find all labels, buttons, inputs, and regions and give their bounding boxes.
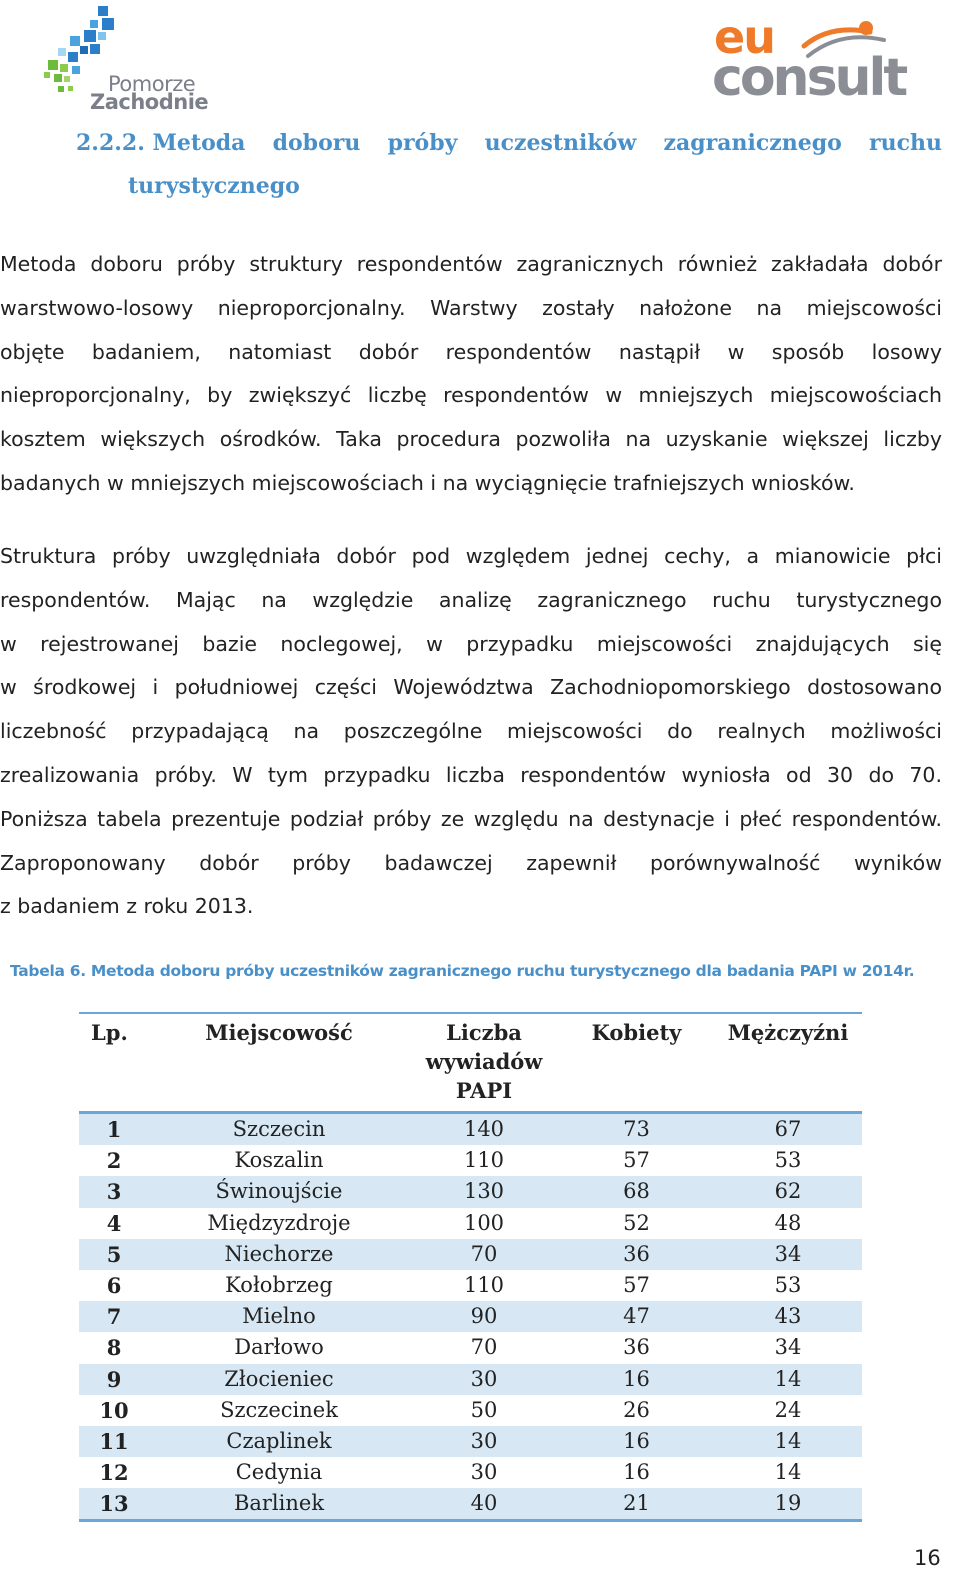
paragraph-line: kosztem większych ośrodków. Taka procedura pozwoliła na uzyskanie większej liczby (0, 427, 942, 452)
pomorze-zachodnie-logo (40, 2, 210, 114)
header-liczba-line: wywiadów (425, 1049, 543, 1074)
logo-text-zachodnie: Zachodnie (90, 90, 209, 114)
cell-mezczyzni: 34 (714, 1239, 862, 1270)
cell-kobiety: 16 (623, 1460, 650, 1485)
cell-kobiety: 52 (623, 1210, 650, 1235)
cell-lp: 8 (106, 1335, 122, 1361)
section-heading (76, 130, 942, 211)
cell-mezczyzni: 24 (774, 1397, 802, 1422)
cell-liczba: 70 (470, 1335, 498, 1360)
logo-text-consult: consult (712, 48, 906, 108)
cell-lp: 2 (106, 1148, 122, 1174)
cell-mezczyzni: 14 (714, 1426, 862, 1457)
paragraph-line: Struktura próby uwzględniała dobór pod względem jednej cechy, a mianowicie płci (0, 544, 942, 568)
paragraph-line: z badaniem z roku 2013. (0, 894, 254, 919)
cell-kobiety: 57 (623, 1273, 650, 1298)
table-row (79, 1113, 862, 1146)
cell-liczba: 140 (409, 1113, 559, 1146)
cell-mezczyzni: 34 (774, 1335, 802, 1360)
cell-lp: 4 (106, 1210, 122, 1236)
cell-liczba: 130 (409, 1176, 559, 1207)
cell-liczba: 110 (463, 1273, 505, 1298)
paragraph-line: w środkowej i południowej części Województwa Zachodniopomorskiego dostosowano (0, 675, 942, 700)
cell-lp: 11 (79, 1426, 149, 1457)
cell-kobiety: 73 (559, 1113, 714, 1146)
header-liczba-line: Liczba (446, 1020, 522, 1045)
cell-miejscowosc: Darłowo (234, 1335, 324, 1360)
cell-mezczyzni: 14 (774, 1460, 802, 1485)
table-row (79, 1145, 862, 1176)
logo-text-pomorze: Pomorze (108, 72, 196, 96)
cell-lp: 13 (79, 1488, 149, 1521)
paragraph-line: Poniższa tabela prezentuje podział próby ze względu na destynacje i płeć respondentów. (0, 806, 942, 831)
sample-table (79, 1012, 862, 1522)
heading-word: doboru (272, 130, 361, 156)
cell-kobiety: 26 (623, 1397, 650, 1422)
cell-kobiety: 36 (623, 1335, 650, 1360)
paragraph-line: Metoda doboru próby struktury respondentów zagranicznych również zakładała dobór (0, 252, 942, 276)
cell-mezczyzni: 67 (714, 1113, 862, 1146)
cell-liczba: 90 (409, 1301, 559, 1332)
paragraph-line: respondentów. Mając na względzie analizę zagranicznego ruchu turystycznego (0, 587, 942, 612)
eu-consult-logo (712, 10, 906, 110)
cell-liczba: 100 (463, 1210, 505, 1235)
heading-word: próby (387, 130, 458, 156)
cell-liczba: 30 (409, 1426, 559, 1457)
header-lp: Lp. (79, 1013, 149, 1113)
cell-kobiety: 16 (559, 1364, 714, 1395)
table-row (79, 1426, 862, 1457)
cell-lp: 6 (106, 1273, 122, 1299)
heading-word: uczestników (484, 130, 637, 156)
header-liczba (409, 1013, 559, 1113)
heading-word: zagranicznego (663, 130, 842, 156)
page-number: 16 (914, 1546, 941, 1570)
table-row (79, 1208, 862, 1239)
cell-kobiety: 57 (623, 1148, 650, 1173)
table-row (79, 1332, 862, 1363)
cell-mezczyzni: 53 (774, 1148, 802, 1173)
paragraph-line: warstwowo-losowy nieproporcjonalny. Warstwy zostały nałożone na miejscowości (0, 295, 942, 320)
table-row (79, 1239, 862, 1270)
cell-miejscowosc: Niechorze (149, 1239, 409, 1270)
cell-mezczyzni: 53 (774, 1273, 802, 1298)
cell-lp: 1 (79, 1113, 149, 1146)
header-miejscowosc: Miejscowość (149, 1013, 409, 1113)
swoosh-logo-icon (800, 20, 890, 70)
paragraph-1 (0, 243, 942, 506)
cell-kobiety: 36 (559, 1239, 714, 1270)
table-header-row (79, 1013, 862, 1113)
paragraph-line: objęte badaniem, natomiast dobór respondentów nastąpił w sposób losowy (0, 339, 942, 364)
cell-liczba: 40 (409, 1488, 559, 1521)
cell-miejscowosc: Czaplinek (149, 1426, 409, 1457)
cell-liczba: 70 (409, 1239, 559, 1270)
paragraph-line: liczebność przypadającą na poszczególne miejscowości do realnych możliwości (0, 719, 942, 744)
cell-miejscowosc: Barlinek (149, 1488, 409, 1521)
cell-kobiety: 16 (559, 1426, 714, 1457)
cell-lp: 5 (79, 1239, 149, 1270)
table-row (79, 1488, 862, 1521)
cell-liczba: 50 (470, 1397, 498, 1422)
cell-miejscowosc: Świnoujście (149, 1176, 409, 1207)
cell-kobiety: 68 (559, 1176, 714, 1207)
cell-lp: 12 (99, 1460, 129, 1486)
cell-miejscowosc: Mielno (149, 1301, 409, 1332)
table-row (79, 1364, 862, 1395)
cell-lp: 3 (79, 1176, 149, 1207)
cell-miejscowosc: Koszalin (234, 1148, 324, 1173)
paragraph-2 (0, 535, 942, 929)
cell-miejscowosc: Szczecin (149, 1113, 409, 1146)
paragraph-line: badanych w mniejszych miejscowościach i na wyciągnięcie trafniejszych wniosków. (0, 470, 855, 495)
heading-line-2: turystycznego (128, 173, 300, 199)
cell-mezczyzni: 43 (714, 1301, 862, 1332)
cell-mezczyzni: 48 (774, 1210, 802, 1235)
table-row (79, 1270, 862, 1301)
header-mezczyzni: Mężczyźni (714, 1013, 862, 1113)
table-caption: Tabela 6. Metoda doboru próby uczestników zagranicznego ruchu turystycznego dla badania PAPI w 2014r. (10, 962, 915, 980)
cell-miejscowosc: Szczecinek (220, 1397, 338, 1422)
table-row (79, 1395, 862, 1426)
paragraph-line: zrealizowania próby. W tym przypadku liczba respondentów wyniosła od 30 do 70. (0, 762, 942, 787)
cell-miejscowosc: Kołobrzeg (225, 1273, 333, 1298)
table-row (79, 1176, 862, 1207)
cell-lp: 9 (79, 1364, 149, 1395)
heading-word: 2.2.2. Metoda (76, 130, 246, 156)
cell-liczba: 30 (409, 1364, 559, 1395)
cell-liczba: 110 (463, 1148, 505, 1173)
cell-liczba: 30 (470, 1460, 498, 1485)
cell-lp: 7 (79, 1301, 149, 1332)
cell-lp: 10 (99, 1397, 129, 1423)
cell-mezczyzni: 19 (714, 1488, 862, 1521)
cell-miejscowosc: Międzyzdroje (207, 1210, 351, 1235)
header-kobiety: Kobiety (559, 1013, 714, 1113)
cell-miejscowosc: Złocieniec (149, 1364, 409, 1395)
cell-kobiety: 21 (559, 1488, 714, 1521)
heading-word: ruchu (869, 130, 942, 156)
table-row (79, 1301, 862, 1332)
paragraph-line: w rejestrowanej bazie noclegowej, w przypadku miejscowości znajdujących się (0, 631, 942, 656)
header-liczba-line: PAPI (455, 1078, 513, 1103)
paragraph-line: nieproporcjonalny, by zwiększyć liczbę respondentów w mniejszych miejscowościach (0, 383, 942, 408)
table-row (79, 1457, 862, 1488)
paragraph-line: Zaproponowany dobór próby badawczej zapewnił porównywalność wyników (0, 850, 942, 875)
cell-kobiety: 47 (559, 1301, 714, 1332)
logo-text-eu: eu (714, 10, 774, 64)
cell-mezczyzni: 62 (714, 1176, 862, 1207)
cell-miejscowosc: Cedynia (235, 1460, 323, 1485)
cell-mezczyzni: 14 (714, 1364, 862, 1395)
